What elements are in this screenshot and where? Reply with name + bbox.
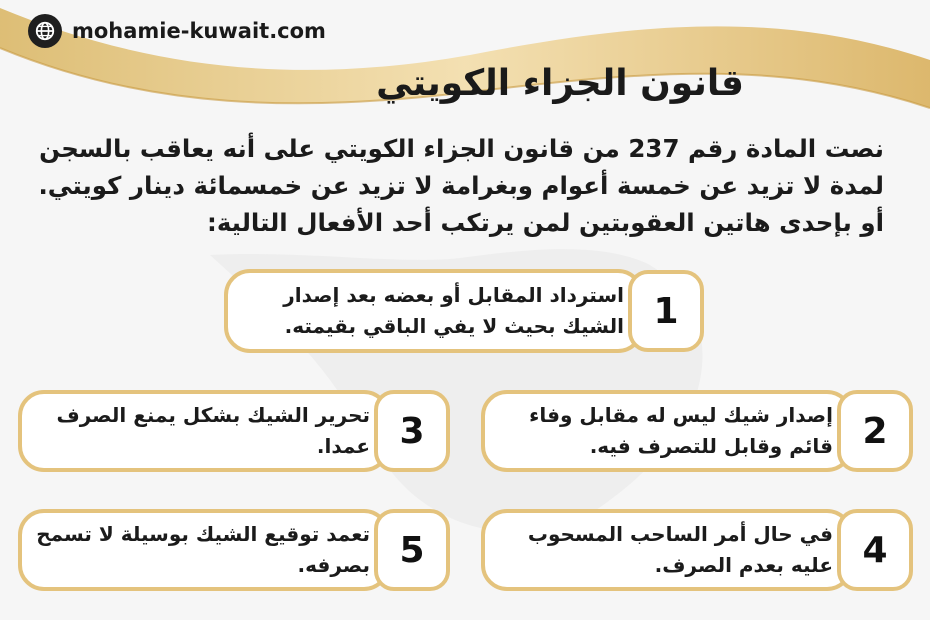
item-3-text: تحرير الشيك بشكل يمنع الصرف عمدا. <box>18 390 390 472</box>
item-1-number: 1 <box>628 270 704 352</box>
item-3-number: 3 <box>374 390 450 472</box>
item-4-text: في حال أمر الساحب المسحوب عليه بعدم الصرف. <box>481 509 853 591</box>
site-url: mohamie-kuwait.com <box>72 19 326 43</box>
item-5-number: 5 <box>374 509 450 591</box>
item-5-text: تعمد توقيع الشيك بوسيلة لا تسمح بصرفه. <box>18 509 390 591</box>
item-4-number: 4 <box>837 509 913 591</box>
site-header <box>28 12 326 50</box>
globe-icon <box>28 14 62 48</box>
item-2-text: إصدار شيك ليس له مقابل وفاء قائم وقابل للتصرف فيه. <box>481 390 853 472</box>
page-title: قانون الجزاء الكويتي <box>376 63 744 104</box>
item-2-number: 2 <box>837 390 913 472</box>
intro-paragraph: نصت المادة رقم 237 من قانون الجزاء الكويتي على أنه يعاقب بالسجن لمدة لا تزيد عن خمسة أعوام وبغرامة لا تزيد عن خمسمائة دينار كويتي. أو بإحدى هاتين العقوبتين لمن يرتكب أحد الأفعال التالية: <box>38 134 884 237</box>
item-1-text: استرداد المقابل أو بعضه بعد إصدار الشيك بحيث لا يفي الباقي بقيمته. <box>224 269 644 353</box>
